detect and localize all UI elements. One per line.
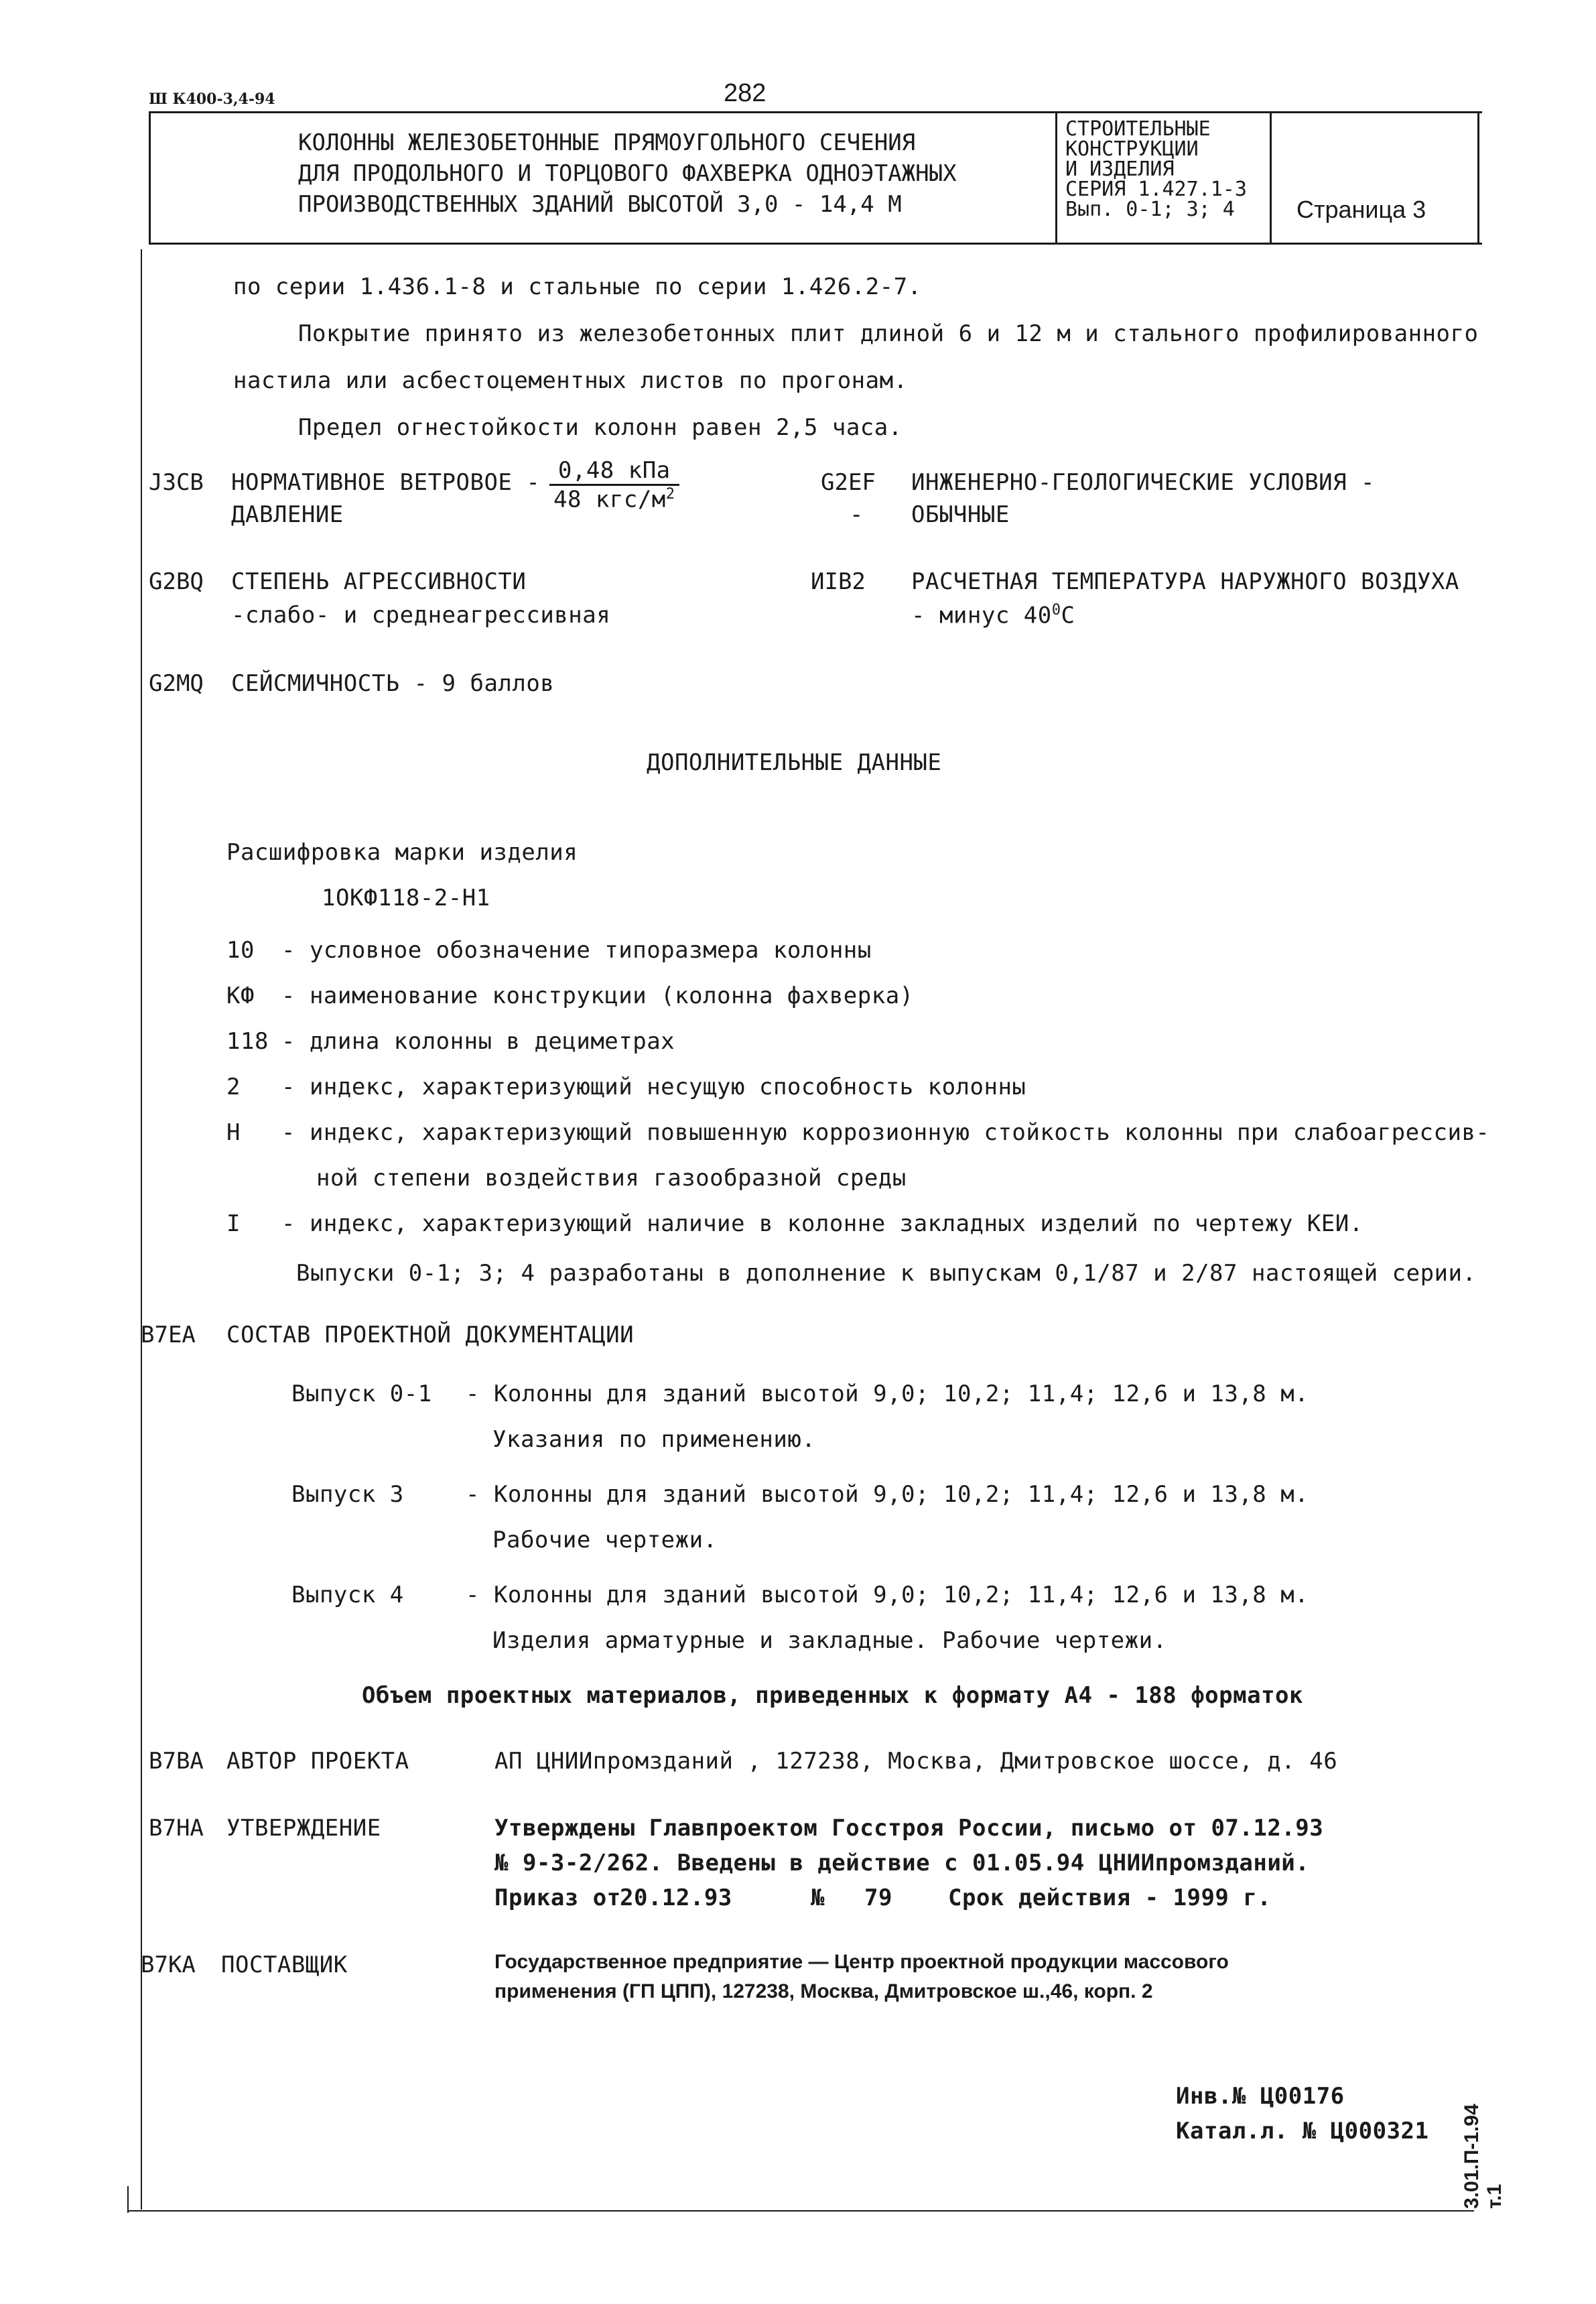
order-no-prefix: № [811, 1884, 825, 1911]
temp-value [911, 602, 1075, 629]
intro-line-2: Покрытие принято из железобетонных плит длиной 6 и 12 м и стального профилированного [298, 320, 1479, 347]
wind-code: J3CB [149, 469, 204, 496]
decode-desc-4: - индекс, характеризующий несущую способность колонны [281, 1074, 1026, 1100]
order-no: 79 [864, 1884, 892, 1911]
header-title [298, 127, 957, 220]
decode-key-4: 2 [226, 1074, 241, 1100]
temp-unit: С [1061, 602, 1075, 629]
decode-desc-2: - наименование конструкции (колонна фахверка) [281, 982, 914, 1009]
order-prefix: Приказ от [494, 1884, 621, 1911]
decode-desc-6: - индекс, характеризующий наличие в колонне закладных изделий по чертежу КЕИ. [281, 1210, 1364, 1237]
additional-heading: ДОПОЛНИТЕЛЬНЫЕ ДАННЫЕ [647, 749, 942, 776]
header-divider-1 [1055, 113, 1057, 244]
validity: Срок действия - 1999 г. [948, 1884, 1272, 1911]
left-corner-mark [127, 2186, 129, 2213]
decode-key-1: 10 [226, 937, 255, 964]
decode-desc-5: - индекс, характеризующий повышенную коррозионную стойкость колонны при слабоагрессив- [281, 1119, 1490, 1146]
wind-label-1: НОРМАТИВНОЕ ВЕТРОВОЕ - [231, 469, 541, 496]
header-title-line-1: КОЛОННЫ ЖЕЛЕЗОБЕТОННЫЕ ПРЯМОУГОЛЬНОГО СЕЧЕНИЯ [298, 129, 916, 156]
issue-4-desc-2: Изделия арматурные и закладные. Рабочие чертежи. [492, 1627, 1167, 1654]
aggr-label: СТЕПЕНЬ АГРЕССИВНОСТИ [231, 568, 527, 595]
seism-label: СЕЙСМИЧНОСТЬ - 9 баллов [231, 670, 555, 697]
geo-label: ИНЖЕНЕРНО-ГЕОЛОГИЧЕСКИЕ УСЛОВИЯ - [911, 469, 1376, 496]
header-top-rule [149, 111, 1482, 113]
supplier-label: ПОСТАВЩИК [221, 1951, 348, 1978]
approval-label: УТВЕРЖДЕНИЕ [226, 1815, 381, 1842]
volume-note: Объем проектных материалов, приведенных к формату А4 - 188 форматок [362, 1682, 1303, 1709]
intro-line-4: Предел огнестойкости колонн равен 2,5 часа. [298, 414, 903, 441]
stamp-line-4: СЕРИЯ 1.427.1-3 [1065, 178, 1247, 201]
decode-key-5: Н [226, 1119, 241, 1146]
decode-key-6: I [226, 1210, 241, 1237]
decode-title: Расшифровка марки изделия [226, 839, 578, 866]
aggr-code: G2BQ [149, 568, 204, 595]
issue-4: Выпуск 4 [291, 1582, 404, 1608]
page-label: Страница 3 [1296, 196, 1426, 223]
seism-code: G2MQ [149, 670, 204, 697]
bottom-rule [127, 2210, 1474, 2212]
issue-3-desc-2: Рабочие чертежи. [492, 1527, 718, 1553]
catalog-number: Катал.л. № Ц000321 [1176, 2118, 1429, 2145]
geo-code: G2EF [821, 469, 876, 496]
wind-den-text: 48 кгс/м [553, 486, 666, 513]
geo-dash: - [850, 501, 864, 528]
approval-code: В7НА [149, 1815, 204, 1842]
author-value: АП ЦНИИпромзданий , 127238, Москва, Дмитровское шоссе, д. 46 [494, 1748, 1338, 1775]
side-stamp: 3.01.П-1.94 т.1 [1461, 2104, 1506, 2209]
wind-den-sup: 2 [665, 486, 675, 503]
issue-3: Выпуск 3 [291, 1481, 404, 1508]
supplier-code: В7КА [141, 1951, 196, 1978]
issue-0-1-desc-2: Указания по применению. [492, 1426, 816, 1453]
issues-note: Выпуски 0-1; 3; 4 разработаны в дополнение к выпускам 0,1/87 и 2/87 настоящей серии. [296, 1260, 1477, 1287]
intro-line-3: настила или асбестоцементных листов по прогонам. [233, 367, 908, 394]
stamp-line-2: КОНСТРУКЦИИ [1065, 137, 1199, 161]
temp-code: ИIВ2 [811, 568, 866, 595]
page-number: 282 [724, 79, 767, 107]
approval-line-2: № 9-3-2/262. Введены в действие с 01.05.94 ЦНИИпромзданий. [494, 1850, 1310, 1876]
wind-value [549, 457, 679, 513]
decode-desc-1: - условное обозначение типоразмера колонны [281, 937, 872, 964]
supplier-value [494, 1947, 1229, 2006]
header-divider-2 [1270, 113, 1272, 244]
issue-0-1-desc: - Колонны для зданий высотой 9,0; 10,2; 11,4; 12,6 и 13,8 м. [466, 1381, 1309, 1407]
temp-value-text: - минус 40 [911, 602, 1052, 629]
series-stamp [1065, 119, 1247, 220]
wind-fraction [549, 457, 679, 513]
issue-0-1: Выпуск 0-1 [291, 1381, 432, 1407]
wind-num: 0,48 кПа [549, 457, 679, 486]
doc-code: Ш К400-3,4-94 [149, 90, 275, 108]
issue-3-desc: - Колонны для зданий высотой 9,0; 10,2; 11,4; 12,6 и 13,8 м. [466, 1481, 1309, 1508]
aggr-value: -слабо- и среднеагрессивная [231, 602, 611, 629]
stamp-line-1: СТРОИТЕЛЬНЫЕ [1065, 117, 1211, 141]
composition-code: В7ЕА [141, 1322, 196, 1348]
stamp-line-5: Вып. 0-1; 3; 4 [1065, 198, 1235, 221]
author-code: В7ВА [149, 1748, 204, 1775]
author-label: АВТОР ПРОЕКТА [226, 1748, 409, 1775]
header-title-line-2: ДЛЯ ПРОДОЛЬНОГО И ТОРЦОВОГО ФАХВЕРКА ОДНОЭТАЖНЫХ [298, 160, 957, 187]
decode-key-2: КФ [226, 982, 255, 1009]
decode-desc-3: - длина колонны в дециметрах [281, 1028, 675, 1055]
header-title-line-3: ПРОИЗВОДСТВЕННЫХ ЗДАНИЙ ВЫСОТОЙ 3,0 - 14,4 М [298, 191, 902, 218]
header-right-rule [1477, 113, 1479, 244]
left-margin-rule [141, 249, 142, 2210]
temp-sup: 0 [1051, 602, 1061, 619]
header-bottom-rule [149, 243, 1482, 245]
intro-line-1: по серии 1.436.1-8 и стальные по серии 1.426.2-7. [233, 273, 922, 300]
order-date: 20.12.93 [620, 1884, 732, 1911]
header-left-rule [149, 113, 151, 244]
temp-label: РАСЧЕТНАЯ ТЕМПЕРАТУРА НАРУЖНОГО ВОЗДУХА [911, 568, 1459, 595]
supplier-line-2: применения (ГП ЦПП), 127238, Москва, Дмитровское ш.,46, корп. 2 [494, 1980, 1153, 2002]
approval-line-1: Утверждены Главпроектом Госстроя России, письмо от 07.12.93 [494, 1815, 1324, 1842]
supplier-line-1: Государственное предприятие — Центр проектной продукции массового [494, 1951, 1229, 1973]
issue-4-desc: - Колонны для зданий высотой 9,0; 10,2; 11,4; 12,6 и 13,8 м. [466, 1582, 1309, 1608]
decode-key-3: 118 [226, 1028, 269, 1055]
composition-title: СОСТАВ ПРОЕКТНОЙ ДОКУМЕНТАЦИИ [226, 1322, 635, 1348]
inventory-number: Инв.№ Ц00176 [1176, 2083, 1345, 2110]
wind-label-2: ДАВЛЕНИЕ [231, 501, 344, 528]
wind-den [549, 486, 679, 513]
stamp-line-3: И ИЗДЕЛИЯ [1065, 157, 1175, 181]
geo-value: ОБЫЧНЫЕ [911, 501, 1010, 528]
product-mark: 1ОКФ118-2-Н1 [322, 885, 490, 911]
decode-desc-5-cont: ной степени воздействия газообразной среды [316, 1165, 907, 1192]
